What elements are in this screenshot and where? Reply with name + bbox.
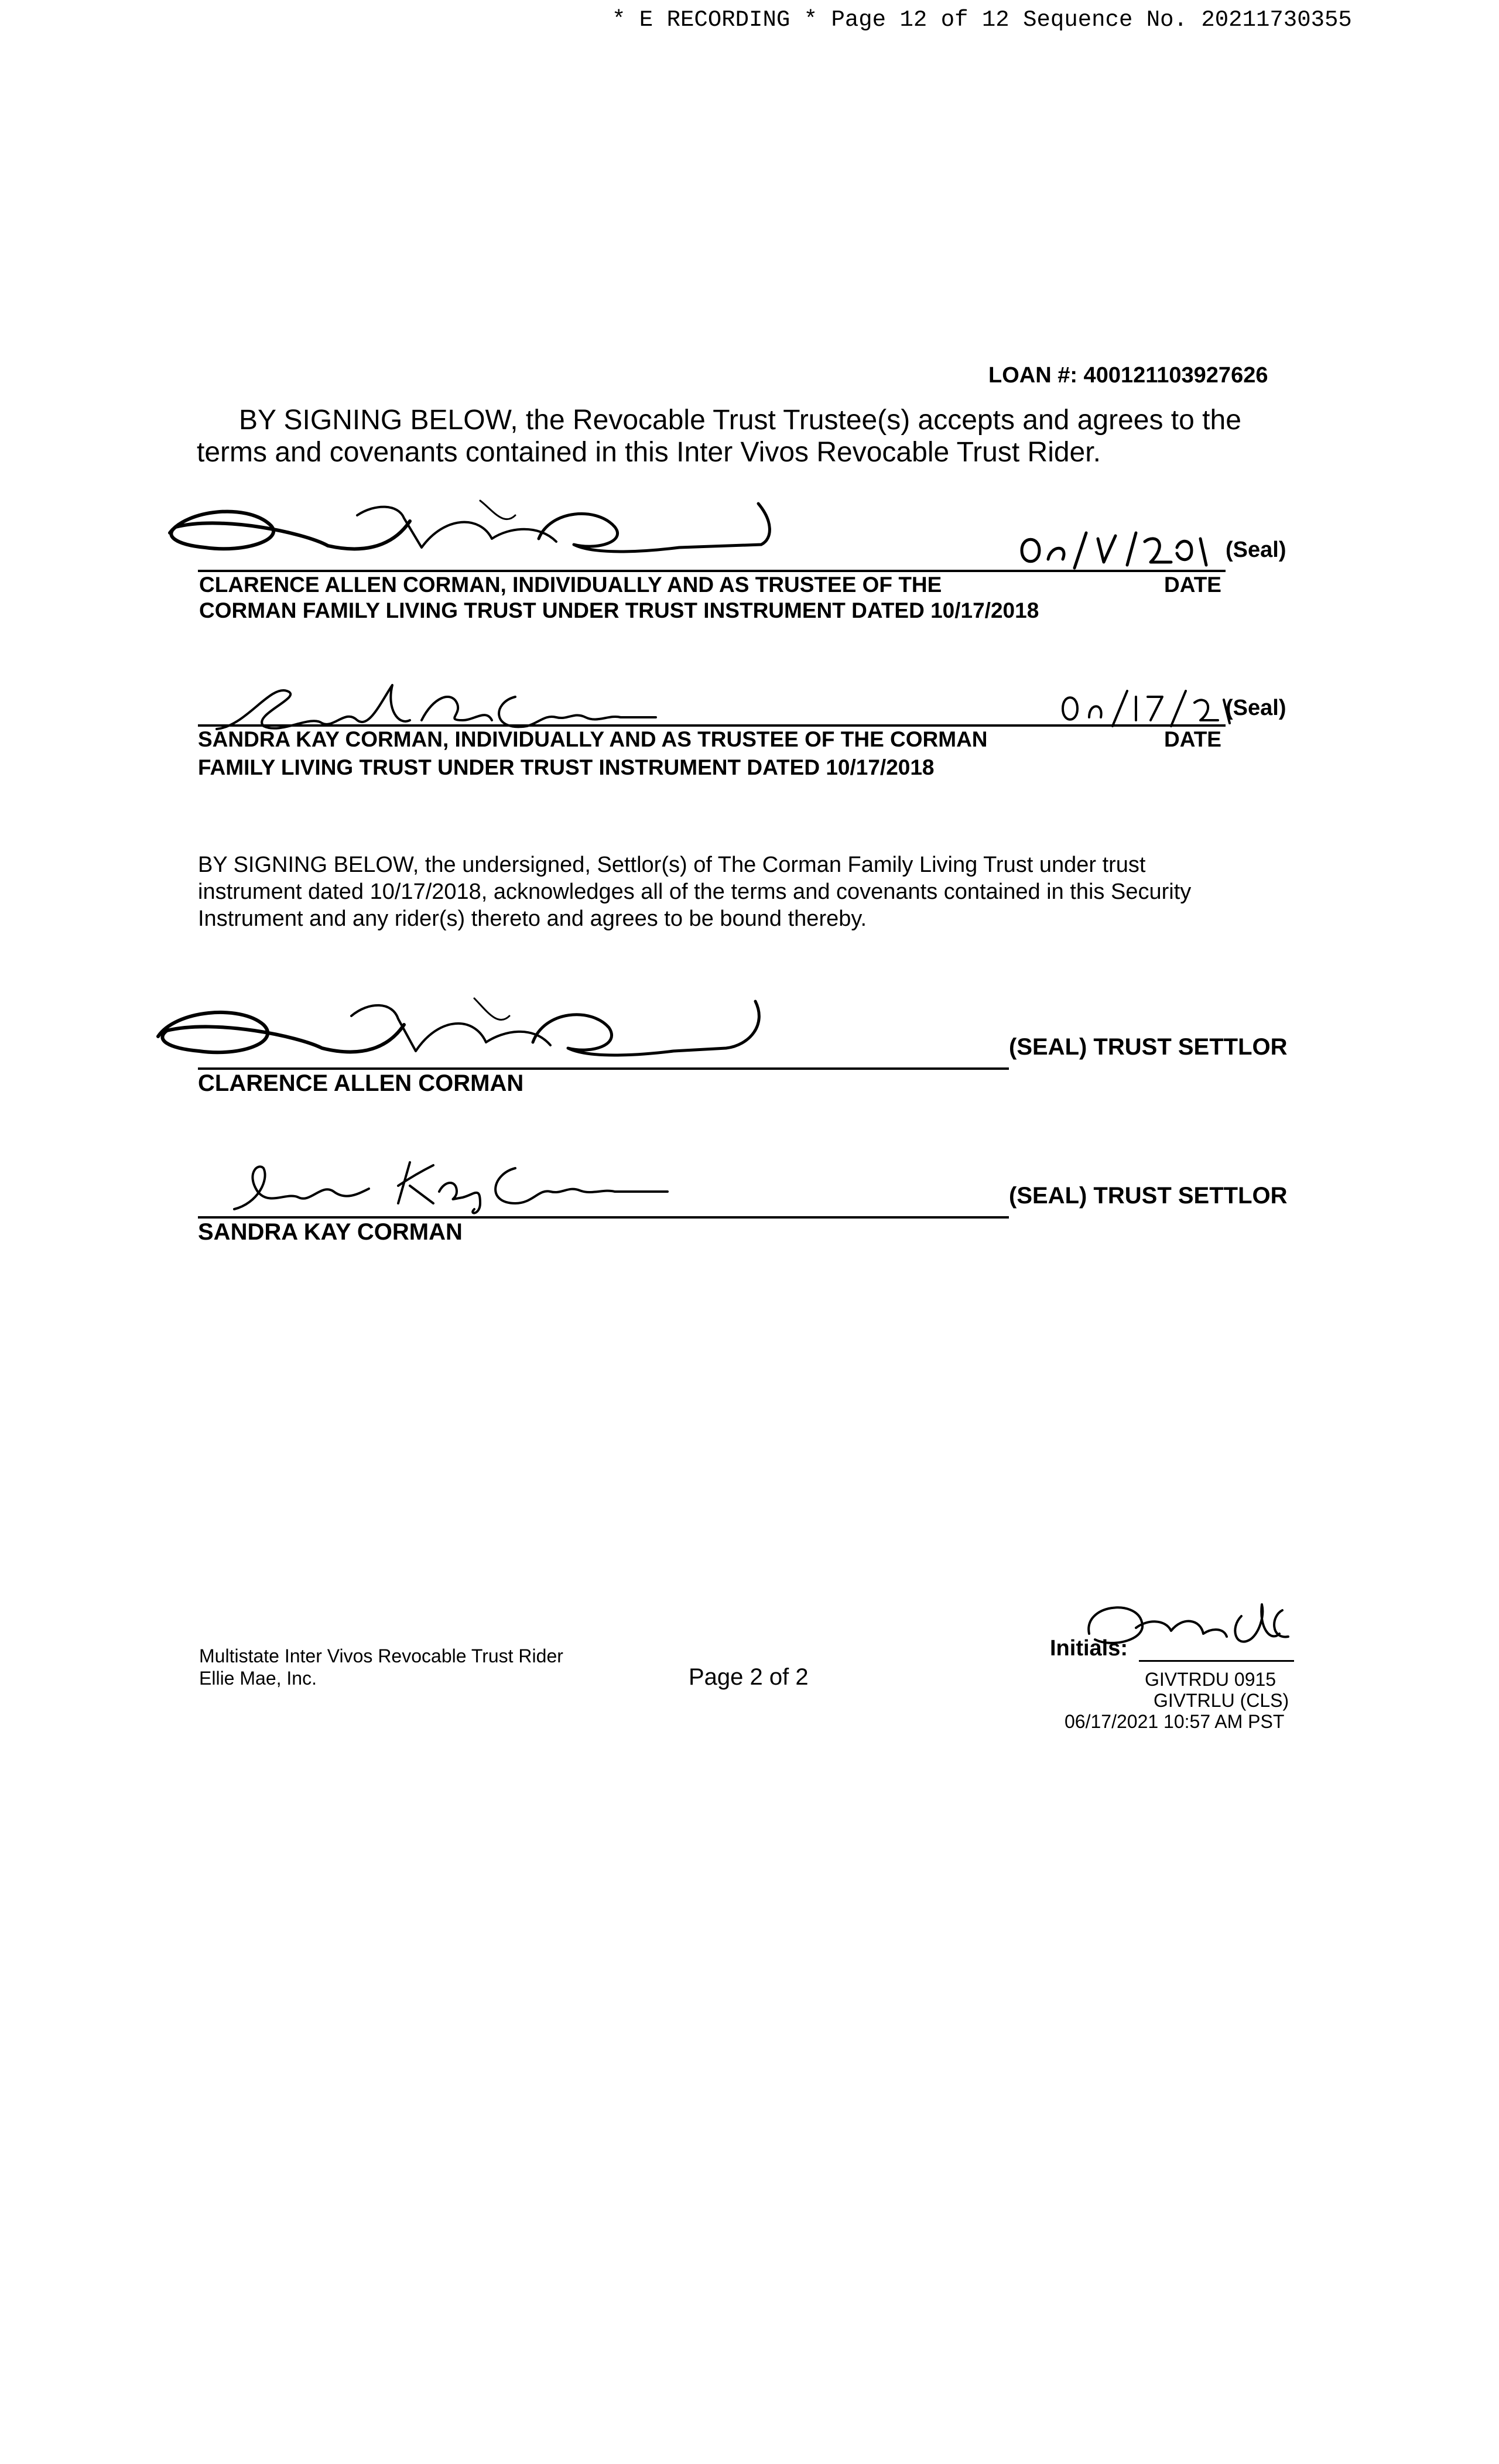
initials-handwritten [1077, 1593, 1300, 1663]
settlor-1-seal-label: (SEAL) TRUST SETTLOR [1009, 1034, 1288, 1060]
settlor-1-name: CLARENCE ALLEN CORMAN [198, 1070, 524, 1096]
footer-code-1: GIVTRDU 0915 [1145, 1669, 1276, 1690]
trustee-1-signature-line [198, 570, 1226, 572]
signature-sandra-settlor [223, 1156, 691, 1221]
trustee-2-name-line-2: FAMILY LIVING TRUST UNDER TRUST INSTRUMENT DATED 10/17/2018 [198, 755, 935, 779]
settlor-2-signature-line [198, 1216, 1009, 1219]
initials-line [1139, 1660, 1294, 1662]
loan-number: LOAN #: 400121103927626 [988, 363, 1268, 388]
settlor-1-signature-line [198, 1067, 1009, 1070]
settlor-intro-line-2: instrument dated 10/17/2018, acknowledges all of the terms and covenants contained in this Security [198, 879, 1192, 904]
signature-clarence-settlor [141, 990, 785, 1077]
trustee-2-date-label: DATE [1164, 727, 1221, 751]
trustee-1-seal-label: (Seal) [1226, 538, 1286, 562]
settlor-intro-line-1: BY SIGNING BELOW, the undersigned, Settlor(s) of The Corman Family Living Trust under trust [198, 853, 1146, 877]
signature-clarence-trustee [152, 492, 773, 568]
date-handwritten-trustee-1 [1016, 527, 1215, 574]
date-handwritten-trustee-2 [1054, 688, 1236, 729]
trustee-2-seal-label: (Seal) [1226, 696, 1286, 720]
trustee-intro-line-2: terms and covenants contained in this Inter Vivos Revocable Trust Rider. [197, 437, 1101, 468]
footer-initials-label: Initials: [1050, 1636, 1128, 1661]
trustee-2-signature-line [198, 724, 1226, 727]
footer-code-2: GIVTRLU (CLS) [1154, 1690, 1289, 1711]
footer-page-number: Page 2 of 2 [689, 1664, 809, 1690]
recording-header: * E RECORDING * Page 12 of 12 Sequence No. 20211730355 [612, 7, 1352, 33]
trustee-2-name-line-1: SANDRA KAY CORMAN, INDIVIDUALLY AND AS TRUSTEE OF THE CORMAN [198, 727, 988, 751]
trustee-1-date-label: DATE [1164, 573, 1221, 597]
footer-company: Ellie Mae, Inc. [199, 1668, 317, 1689]
settlor-2-name: SANDRA KAY CORMAN [198, 1219, 463, 1245]
settlor-intro-line-3: Instrument and any rider(s) thereto and agrees to be bound thereby. [198, 906, 867, 931]
settlor-2-seal-label: (SEAL) TRUST SETTLOR [1009, 1183, 1288, 1209]
footer-timestamp: 06/17/2021 10:57 AM PST [1065, 1711, 1285, 1732]
footer-form-title: Multistate Inter Vivos Revocable Trust Rider [199, 1645, 563, 1666]
trustee-1-name-line-1: CLARENCE ALLEN CORMAN, INDIVIDUALLY AND AS TRUSTEE OF THE [199, 573, 942, 597]
trustee-intro-line-1: BY SIGNING BELOW, the Revocable Trust Trustee(s) accepts and agrees to the [239, 405, 1241, 436]
trustee-1-name-line-2: CORMAN FAMILY LIVING TRUST UNDER TRUST INSTRUMENT DATED 10/17/2018 [199, 598, 1039, 622]
